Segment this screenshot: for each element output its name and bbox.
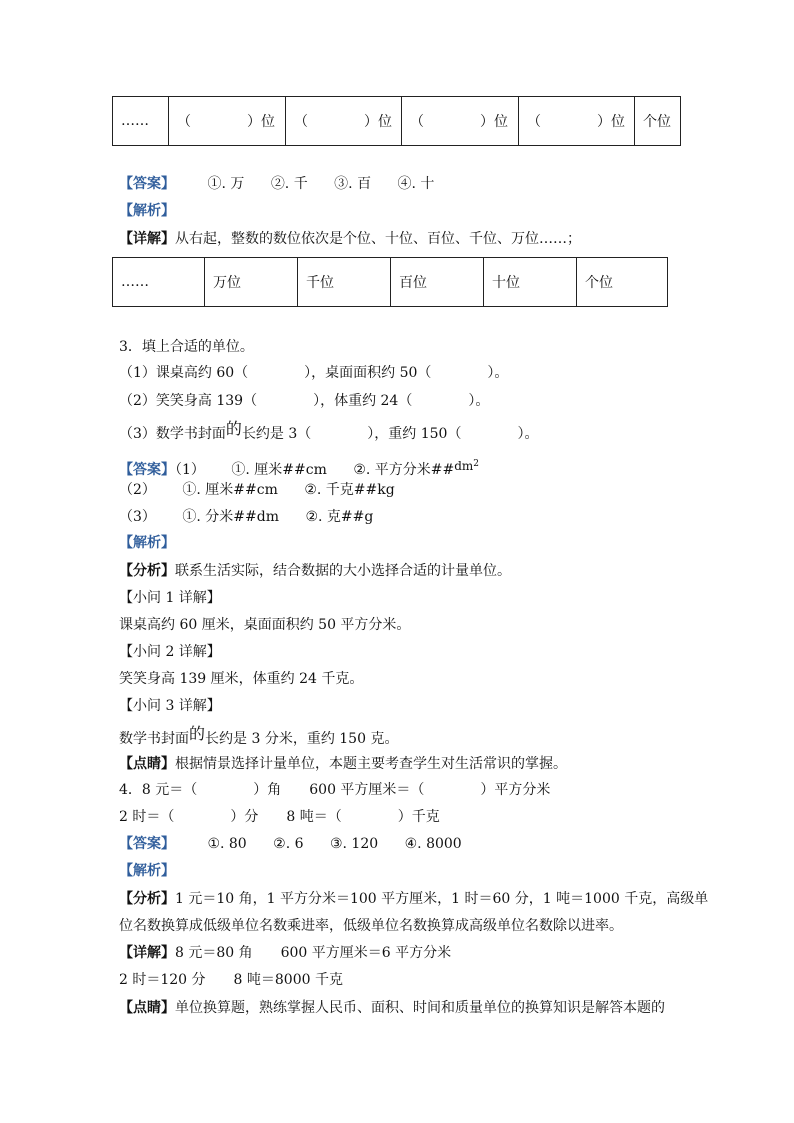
answer-line (119, 480, 395, 500)
answer-item: ②. 千 (270, 176, 308, 192)
sub-question-text: 笑笑身高 139 厘米，体重约 24 千克。 (119, 671, 364, 687)
detail-line (119, 943, 451, 963)
answer-item: ①. 厘米##cm (182, 482, 278, 498)
sub-question-tag: 【小问 1 详解】 (119, 590, 221, 606)
analysis-label: 【解析】 (119, 203, 175, 219)
answer-label: （1） (175, 462, 205, 478)
analysis-text: 1 元＝10 角，1 平方分米＝100 平方厘米，1 时＝60 分，1 吨＝1000 千克，高级单 (175, 891, 709, 907)
sub-question-text: 课桌高约 60 厘米，桌面面积约 50 平方分米。 (119, 617, 411, 633)
analysis-line (119, 561, 511, 581)
answer-line (119, 174, 434, 194)
answer-item: ④. 8000 (404, 836, 462, 852)
question-part (119, 419, 539, 444)
answer-item: ③. 120 (329, 836, 379, 852)
question-line: 4．8 元＝（ ）角 600 平方厘米＝（ ）平方分米 (119, 782, 551, 798)
unit-exponent: 2 (473, 459, 480, 469)
table-cell: 十位 (484, 258, 577, 307)
detail-tag: 【详解】 (119, 231, 175, 247)
answer-label: （3） (119, 509, 156, 525)
answer-item: ①. 分米##dm (182, 509, 279, 525)
answer-tag: 【答案】 (119, 836, 175, 852)
place-value-table (112, 257, 668, 307)
analysis-tag (119, 201, 175, 221)
analysis-subtag: 【分析】 (119, 563, 175, 579)
answer-item: ④. 十 (397, 176, 435, 192)
analysis-tag (119, 533, 175, 553)
answer-item: ①. 80 (207, 836, 247, 852)
question-title: 3．填上合适的单位。 (119, 339, 254, 355)
detail-text: 8 元＝80 角 600 平方厘米＝6 平方分米 (175, 945, 452, 961)
question-part: （1）课桌高约 60（ ），桌面面积约 50（ ）。 (119, 365, 509, 381)
table-cell: 万位 (205, 258, 298, 307)
key-point-line (119, 998, 665, 1018)
detail-text: 数学书封面 (119, 731, 189, 747)
table-cell: （ ）位 (286, 97, 402, 146)
key-point-tag: 【点睛】 (119, 756, 175, 772)
table-cell: …… (113, 97, 169, 146)
question-line: 2 时＝（ ）分 8 吨＝（ ）千克 (119, 809, 440, 825)
answer-tag: 【答案】 (119, 462, 175, 478)
detail-text: 从右起，整数的数位依次是个位、十位、百位、千位、万位……； (175, 231, 581, 247)
analysis-subtag: 【分析】 (119, 891, 175, 907)
table-cell: 百位 (391, 258, 484, 307)
key-point-tag: 【点睛】 (119, 1000, 175, 1016)
table-cell: …… (113, 258, 205, 307)
key-point-line (119, 754, 567, 774)
question-text: （3）数学书封面 (119, 426, 226, 442)
detail-text: 长约是 3 分米，重约 150 克。 (205, 731, 399, 747)
question-part: （2）笑笑身高 139（ ），体重约 24（ ）。 (119, 393, 490, 409)
answer-item: ①. 厘米##cm (231, 462, 327, 478)
analysis-tag (119, 861, 175, 881)
answer-line (119, 834, 462, 854)
answer-line (119, 454, 479, 480)
sub-question-tag: 【小问 2 详解】 (119, 644, 221, 660)
detail-text: 的 (189, 724, 206, 743)
key-point-text: 根据情景选择计量单位，本题主要考查学生对生活常识的掌握。 (175, 756, 567, 772)
table-cell: 千位 (298, 258, 391, 307)
question-text: 长约是 3（ ），重约 150（ ）。 (241, 426, 539, 442)
detail-tag: 【详解】 (119, 945, 175, 961)
answer-item: ②. 6 (273, 836, 304, 852)
analysis-label: 【解析】 (119, 535, 175, 551)
answer-item: ②. 千克##kg (304, 482, 395, 498)
detail-line (119, 229, 581, 249)
answer-label: （2） (119, 482, 156, 498)
answer-line (119, 507, 373, 527)
answer-item: ①. 万 (207, 176, 245, 192)
table-cell: 个位 (577, 258, 668, 307)
analysis-label: 【解析】 (119, 863, 175, 879)
answer-item: ②. 克##g (305, 509, 374, 525)
answer-item: ②. 平方分米## (353, 462, 455, 478)
place-value-table-blank (112, 96, 681, 146)
detail-line: 2 时＝120 分 8 吨＝8000 千克 (119, 972, 343, 988)
table-cell: （ ）位 (519, 97, 635, 146)
sub-question-text (119, 724, 399, 749)
sub-question-tag: 【小问 3 详解】 (119, 698, 221, 714)
analysis-text: 联系生活实际，结合数据的大小选择合适的计量单位。 (175, 563, 511, 579)
question-text: 的 (225, 419, 242, 438)
unit-text: dm (454, 459, 474, 473)
key-point-text: 单位换算题，熟练掌握人民币、面积、时间和质量单位的换算知识是解答本题的 (175, 1000, 665, 1016)
table-cell: （ ）位 (402, 97, 519, 146)
analysis-line: 位名数换算成低级单位名数乘进率，低级单位名数换算成高级单位名数除以进率。 (119, 918, 623, 934)
table-cell: （ ）位 (169, 97, 286, 146)
table-cell: 个位 (635, 97, 681, 146)
analysis-line (119, 889, 708, 909)
answer-tag: 【答案】 (119, 176, 175, 192)
answer-item: ③. 百 (334, 176, 372, 192)
